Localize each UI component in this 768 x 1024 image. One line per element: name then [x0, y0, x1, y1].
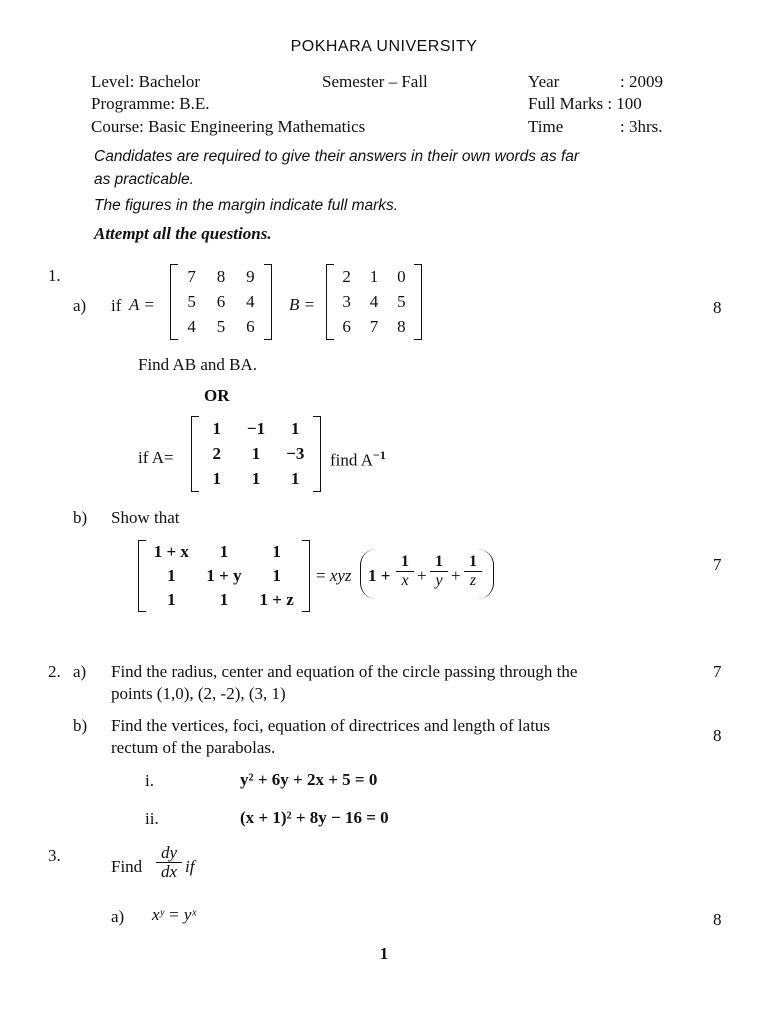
matrix-d-cell: 1 [219, 590, 229, 609]
find-inverse [330, 448, 386, 471]
fraction-1-over-y [430, 553, 448, 590]
matrix-a-cell: 8 [216, 266, 226, 286]
q2a-line-1: Find the radius, center and equation of the circle passing through the [111, 662, 578, 681]
matrix-c-cell: −1 [246, 418, 266, 438]
q2a-marks: 7 [713, 662, 722, 681]
q2b-i-equation: y² + 6y + 2x + 5 = 0 [240, 770, 378, 789]
rhs-xyz: xyz [329, 566, 352, 585]
matrix-d-cell: 1 [167, 566, 176, 585]
q2b-i-label: i. [145, 771, 154, 790]
q1a-marks: 8 [713, 298, 722, 317]
q1b-marks: 7 [713, 555, 722, 574]
matrix-d-cell: 1 [272, 566, 281, 585]
q1a-if: if [111, 296, 122, 315]
matrix-d-cell: 1 [167, 590, 176, 609]
matrix-a-cell: 5 [187, 291, 196, 311]
fraction-1-over-z [464, 553, 482, 590]
matrix-c-cell: 1 [291, 418, 300, 438]
matrix-c-cell: 1 [212, 469, 221, 489]
q3a-equation: xʸ = yˣ [152, 905, 197, 924]
matrix-a [170, 264, 272, 340]
matrix-c-cell: 1 [251, 443, 261, 463]
instruction-line-1: Candidates are required to give their answers in their own words as far [94, 148, 580, 165]
matrix-d-cell: 1 + x [153, 542, 189, 561]
q2b-line-1: Find the vertices, foci, equation of directrices and length of latus [111, 716, 551, 735]
matrix-c-cell: 1 [212, 418, 221, 438]
q3a-label: a) [111, 907, 125, 926]
matrix-b-cell: 2 [342, 266, 351, 286]
matrix-c-cell: 1 [291, 469, 300, 489]
q3a-marks: 8 [713, 910, 722, 929]
instruction-line-2: as practicable. [94, 171, 194, 188]
year-label: Year [528, 72, 560, 91]
time-value: : 3hrs. [620, 117, 663, 136]
matrix-b-cell: 6 [342, 317, 351, 337]
fraction-x-num: 1 [396, 553, 414, 572]
instruction-line-3: The figures in the margin indicate full marks. [94, 197, 399, 214]
inverse-exponent: −1 [372, 448, 386, 462]
fraction-z-num: 1 [464, 553, 482, 572]
matrix-a-cell: 7 [187, 266, 196, 286]
matrix-b-cell: 3 [342, 291, 351, 311]
dx-denominator: dx [160, 862, 178, 881]
matrix-d [138, 540, 310, 612]
if-a-label: if A= [138, 448, 174, 467]
q1b-label: b) [73, 508, 88, 527]
matrix-a-cell: 4 [187, 317, 196, 337]
university-title: POKHARA UNIVERSITY [290, 38, 478, 55]
level-label: Level: Bachelor [91, 72, 201, 91]
matrix-d-cell: 1 + y [206, 566, 242, 585]
matrix-b [326, 264, 422, 340]
matrix-a-cell: 5 [216, 317, 226, 337]
q2b-label: b) [73, 716, 88, 735]
q2a-line-2: points (1,0), (2, -2), (3, 1) [111, 684, 286, 703]
matrix-b-cell: 5 [397, 291, 406, 311]
rhs-equals-xyz: = xyz [316, 566, 352, 585]
fraction-z-den: z [469, 572, 477, 589]
time-label: Time [528, 117, 564, 136]
matrix-a-cell: 6 [246, 317, 255, 337]
course-label: Course: Basic Engineering Mathematics [91, 117, 366, 136]
matrix-c-cell: −3 [286, 443, 305, 463]
q2b-line-2: rectum of the parabolas. [111, 738, 276, 757]
matrix-a-cell: 6 [216, 291, 226, 311]
matrix-b-cell: 0 [397, 266, 406, 286]
matrix-b-cell: 4 [369, 291, 379, 311]
q2b-marks: 8 [713, 726, 722, 745]
dy-numerator: dy [156, 844, 182, 863]
matrix-d-cell: 1 + z [259, 590, 294, 609]
q2b-ii-label: ii. [145, 809, 159, 828]
q2-number: 2. [48, 662, 61, 681]
matrix-b-label: B = [289, 295, 316, 314]
q1a-label: a) [73, 296, 87, 315]
matrix-a-label: A = [129, 295, 155, 314]
fraction-y-num: 1 [430, 553, 448, 572]
matrix-a-cell: 9 [246, 266, 255, 286]
q3-find: Find [111, 857, 143, 876]
find-ab-ba: Find AB and BA. [138, 355, 258, 374]
matrix-c-cell: 1 [251, 469, 261, 489]
page-number: 1 [379, 944, 389, 963]
or-separator: OR [204, 386, 230, 405]
q2b-ii-equation: (x + 1)² + 8y − 16 = 0 [240, 808, 389, 827]
q1b-show-that: Show that [111, 508, 180, 527]
q1-number: 1. [48, 266, 61, 285]
fraction-dy-dx [156, 844, 182, 881]
matrix-b-cell: 8 [397, 317, 406, 337]
fraction-x-den: x [401, 572, 409, 589]
matrix-a-cell: 4 [246, 291, 255, 311]
q3-number: 3. [48, 846, 61, 865]
attempt-all-instruction: Attempt all the questions. [94, 224, 272, 243]
fraction-y-den: y [435, 572, 443, 589]
fraction-1-over-x [396, 553, 414, 590]
q2a-label: a) [73, 662, 87, 681]
year-value: : 2009 [620, 72, 663, 91]
matrix-d-cell: 1 [219, 542, 229, 561]
plus-2: + [451, 566, 461, 585]
matrix-c [191, 416, 321, 492]
matrix-b-cell: 1 [369, 266, 379, 286]
rhs-one-plus: 1 + [368, 566, 391, 585]
q3-if: if [185, 857, 195, 876]
semester-label: Semester – Fall [322, 72, 428, 91]
plus-1: + [417, 566, 427, 585]
matrix-b-cell: 7 [369, 317, 379, 337]
programme-label: Programme: B.E. [91, 94, 210, 113]
full-marks-label: Full Marks : 100 [528, 94, 642, 113]
find-inverse-text: find A [330, 450, 373, 470]
matrix-d-cell: 1 [272, 542, 281, 561]
matrix-c-cell: 2 [212, 443, 221, 463]
